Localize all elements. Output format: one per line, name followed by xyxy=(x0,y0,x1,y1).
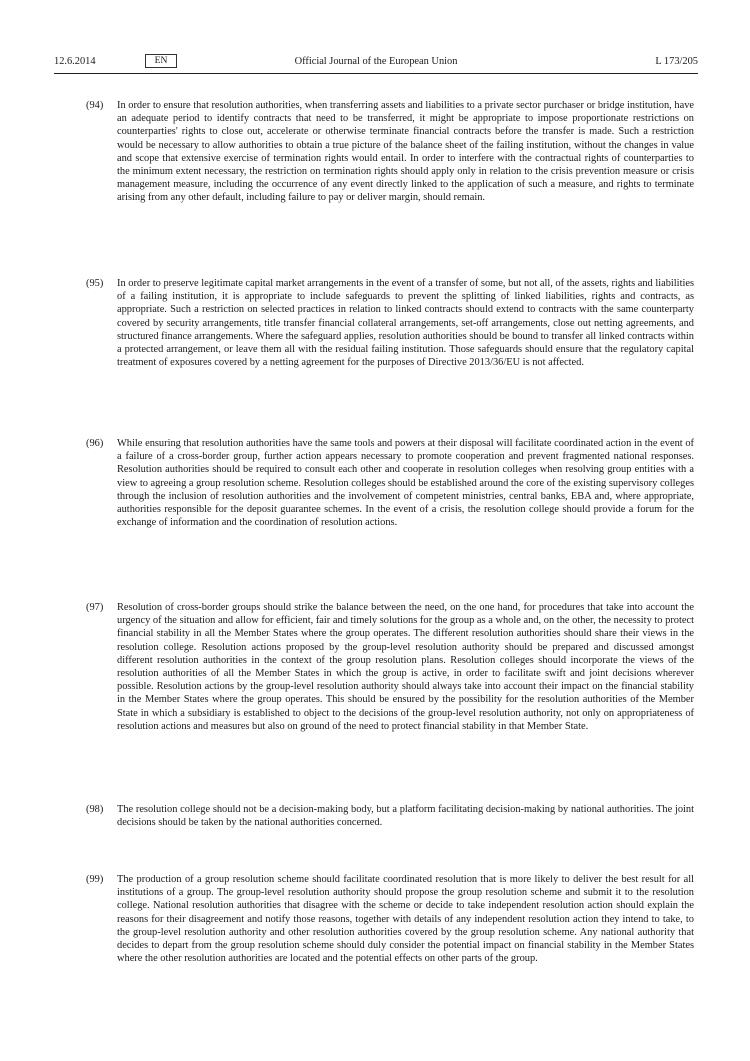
page-header xyxy=(54,53,698,71)
recital-text: In order to ensure that resolution authorities, when transferring assets and liabilities to a private sector purchaser or bridge institution, have an adequate period to identify contracts that need to be transferred, it might be appropriate to impose proportionate restrictions on counterparties' rights to close out, accelerate or otherwise terminate financial contracts before the transfer is made. Such a restriction would be necessary to allow authorities to obtain a true picture of the balance sheet of the failing institution, without the changes in value and scope that extensive exercise of termination rights would entail. In order to interfere with the contractual rights of counterparties to the minimum extent necessary, the restriction on termination rights should apply only in relation to the crisis prevention measure or crisis management measure, including the occurrence of any event directly linked to the application of such a measure, and rights to terminate arising from any other default, including failure to pay or deliver margin, should remain. xyxy=(117,100,694,204)
recital-text: While ensuring that resolution authorities have the same tools and powers at their disposal will facilitate coordinated action in the event of a failure of a cross-border group, further action appears necessary to promote cooperation and prevent fragmented national responses. Resolution authorities should be required to consult each other and cooperate in resolution colleges when resolving group entities with a view to agreeing a group resolution scheme. Resolution colleges should be established around the core of the existing supervisory colleges through the inclusion of resolution authorities and the involvement of competent ministries, central banks, EBA and, where appropriate, authorities responsible for the deposit guarantee schemes. In the event of a crisis, the resolution college should provide a forum for the exchange of information and the coordination of resolution actions. xyxy=(117,438,694,529)
language-badge: EN xyxy=(145,54,177,68)
recital-number: (96) xyxy=(86,438,104,449)
recital-number: (99) xyxy=(86,874,104,885)
page-reference: L 173/205 xyxy=(655,56,698,67)
journal-title: Official Journal of the European Union xyxy=(294,56,458,67)
recital-number: (95) xyxy=(86,278,104,289)
recital-number: (98) xyxy=(86,804,104,815)
header-divider xyxy=(54,73,698,74)
recital-97 xyxy=(86,601,694,733)
publication-date: 12.6.2014 xyxy=(54,56,96,67)
recital-96 xyxy=(86,437,694,529)
recital-number: (97) xyxy=(86,602,104,613)
recital-99 xyxy=(86,873,694,965)
recital-text: Resolution of cross-border groups should strike the balance between the need, on the one hand, for procedures that take into account the urgency of the situation and allow for efficient, fair and timely solutions for the group as a whole and, on the other, the necessity to protect financial stability in all the Member States where the group operates. The different resolution authorities should share their views in the resolution college. Resolution actions proposed by the group-level resolution authority should be prepared and discussed amongst different resolution authorities in the context of the group resolution plans. Resolution colleges should incorporate the views of the resolution authorities of all the Member States in which the group is active, in order to facilitate swift and joint decisions wherever possible. Resolution actions by the group-level resolution authority should always take into account their impact on the financial stability in the Member States where the group operates. This should be ensured by the possibility for the resolution authorities of the Member State in which a subsidiary is established to object to the decisions of the group-level resolution authority, not only on appropriateness of resolution actions and measures but also on ground of the need to protect financial stability in that Member State. xyxy=(117,602,694,732)
recital-95 xyxy=(86,277,694,369)
recital-text: In order to preserve legitimate capital market arrangements in the event of a transfer of some, but not all, of the assets, rights and liabilities of a failing institution, it is appropriate to include safeguards to prevent the splitting of linked liabilities, rights and contracts, as appropriate. Such a restriction on selected practices in relation to linked contracts should extend to contracts with the same counterparty covered by security arrangements, title transfer financial collateral arrangements, set-off arrangements, close out netting agreements, and structured finance arrangements. Where the safeguard applies, resolution authorities should be bound to transfer all linked contracts within a protected arrangement, or leave them all with the residual failing institution. Those safeguards should ensure that the regulatory capital treatment of exposures covered by a netting agreement for the purposes of Directive 2013/36/EU is not affected. xyxy=(117,278,694,369)
recital-text: The production of a group resolution scheme should facilitate coordinated resolution that is more likely to deliver the best result for all institutions of a group. The group-level resolution authority should propose the group resolution scheme and submit it to the resolution college. National resolution authorities that disagree with the scheme or decide to take independent resolution action should explain the reasons for their disagreement and notify those reasons, together with details of any independent resolution action they intend to take, to the group-level resolution authority and other resolution authorities covered by the group resolution scheme. Any national authority that decides to depart from the group resolution scheme should duly consider the potential impact on financial stability in the Member States where the other resolution authorities are located and the potential effects on other parts of the group. xyxy=(117,874,694,965)
recital-94 xyxy=(86,99,694,205)
recital-98 xyxy=(86,803,694,829)
recital-text: The resolution college should not be a decision-making body, but a platform facilitating decision-making by national authorities. The joint decisions should be taken by the national authorities concerned. xyxy=(117,804,694,829)
recital-number: (94) xyxy=(86,100,104,111)
